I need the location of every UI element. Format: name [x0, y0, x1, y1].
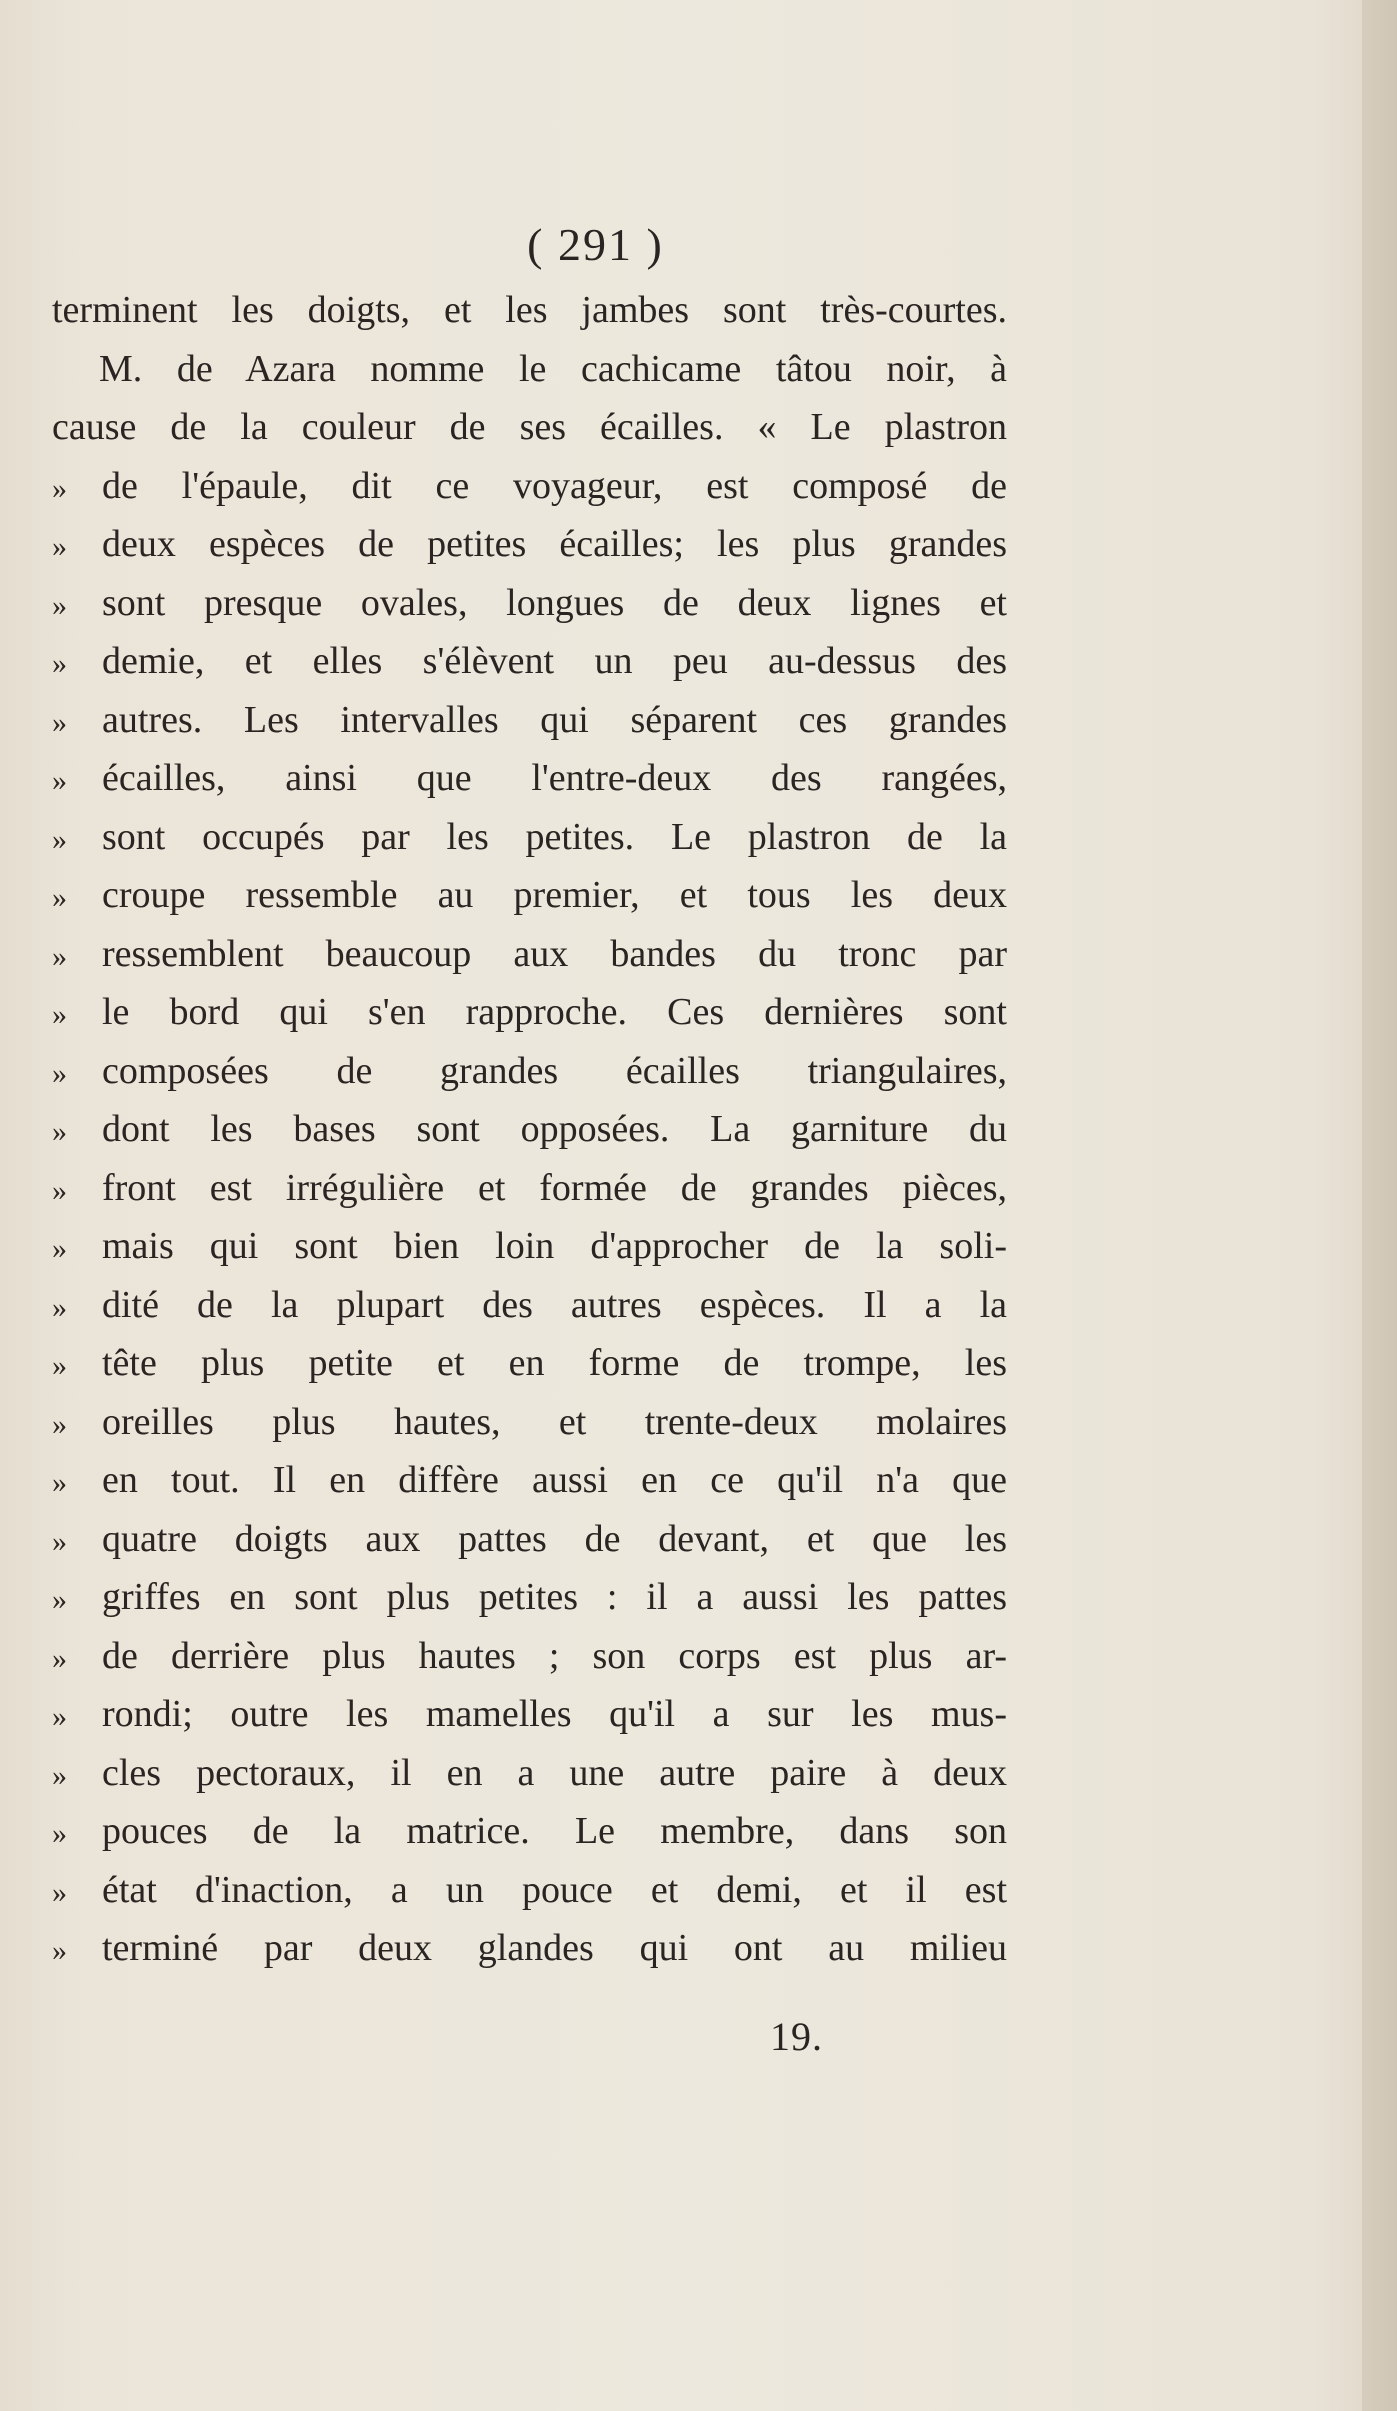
text-line — [52, 1568, 1007, 1627]
quote-mark: » — [52, 1875, 67, 1909]
quote-mark: » — [52, 1115, 67, 1148]
line-text: de derrière plus hautes ; son corps est plus ar- — [102, 1634, 1007, 1677]
quote-mark: » — [52, 1056, 67, 1090]
quote-mark: » — [52, 1466, 67, 1499]
text-line — [52, 574, 1007, 633]
line-text: griffes en sont plus petites : il a aussi les pattes — [102, 1576, 1007, 1618]
line-text: le bord qui s'en rapproche. Ces dernières sont — [102, 991, 1007, 1033]
text-line — [52, 983, 1007, 1042]
line-text: M. de Azara nomme le cachicame tâtou noir, à — [99, 347, 1007, 390]
quote-mark: » — [52, 998, 67, 1031]
text-line — [52, 1334, 1007, 1393]
line-text: dité de la plupart des autres espèces. Il a la — [102, 1283, 1007, 1326]
quote-mark: » — [52, 1817, 67, 1850]
line-text: terminé par deux glandes qui ont au milieu — [102, 1927, 1007, 1969]
quote-mark: » — [52, 881, 67, 914]
quote-mark: » — [52, 530, 67, 563]
quote-mark: » — [52, 764, 67, 797]
text-line — [52, 1919, 1007, 1978]
text-line — [52, 1685, 1007, 1744]
line-text: front est irrégulière et formée de grandes pièces, — [102, 1166, 1007, 1209]
text-line — [52, 1451, 1007, 1510]
text-line — [52, 1627, 1007, 1686]
line-text: cles pectoraux, il en a une autre paire à deux — [102, 1751, 1007, 1794]
text-line — [52, 808, 1007, 867]
text-line — [52, 1042, 1007, 1101]
quote-mark: » — [52, 705, 67, 739]
quote-mark: » — [52, 1232, 67, 1265]
page-number-text: ( 291 ) — [527, 219, 664, 270]
line-text: croupe ressemble au premier, et tous les deux — [102, 874, 1007, 916]
text-line — [52, 1276, 1007, 1335]
line-text: état d'inaction, a un pouce et demi, et il est — [102, 1868, 1007, 1911]
text-line — [52, 749, 1007, 808]
quote-mark: » — [52, 1407, 67, 1441]
text-line — [52, 1802, 1007, 1861]
line-text: deux espèces de petites écailles; les plus grandes — [102, 523, 1007, 565]
quote-mark: » — [52, 1583, 67, 1616]
text-line — [52, 1393, 1007, 1452]
quote-mark: » — [52, 822, 67, 856]
line-text: de l'épaule, dit ce voyageur, est composé de — [102, 464, 1007, 507]
quote-mark: » — [52, 471, 67, 505]
text-line — [52, 398, 1007, 457]
quote-mark: » — [52, 1524, 67, 1558]
quote-mark: » — [52, 1934, 67, 1967]
text-line — [52, 691, 1007, 750]
line-text: cause de la couleur de ses écailles. « Le plastron — [52, 406, 1007, 448]
text-line — [52, 1861, 1007, 1920]
text-line — [52, 1744, 1007, 1803]
quote-mark: » — [52, 939, 67, 973]
quote-mark: » — [52, 647, 67, 680]
line-text: rondi; outre les mamelles qu'il a sur les mus- — [102, 1693, 1007, 1735]
quote-mark: » — [52, 1758, 67, 1792]
quote-mark: » — [52, 1700, 67, 1733]
text-line — [52, 632, 1007, 691]
quote-mark: » — [52, 588, 67, 622]
text-line — [52, 1217, 1007, 1276]
text-line — [52, 1100, 1007, 1159]
quote-mark: » — [52, 1641, 67, 1675]
text-line — [52, 1510, 1007, 1569]
text-line — [52, 866, 1007, 925]
text-line — [52, 515, 1007, 574]
line-text: sont occupés par les petites. Le plastron de la — [102, 815, 1007, 858]
line-text: oreilles plus hautes, et trente-deux molaires — [102, 1400, 1007, 1443]
line-text: sont presque ovales, longues de deux lignes et — [102, 581, 1007, 624]
line-text: demie, et elles s'élèvent un peu au-dessus des — [102, 640, 1007, 682]
text-line — [52, 457, 1007, 516]
quote-mark: » — [52, 1173, 67, 1207]
page-number-header — [0, 218, 1397, 271]
line-text: écailles, ainsi que l'entre-deux des rangées, — [102, 757, 1007, 799]
signature-mark: 19. — [770, 2014, 823, 2059]
line-text: tête plus petite et en forme de trompe, les — [102, 1342, 1007, 1384]
line-text: terminent les doigts, et les jambes sont très-courtes. — [52, 289, 1007, 331]
text-line — [52, 925, 1007, 984]
line-text: quatre doigts aux pattes de devant, et que les — [102, 1517, 1007, 1560]
line-text: dont les bases sont opposées. La garniture du — [102, 1108, 1007, 1150]
line-text: ressemblent beaucoup aux bandes du tronc par — [102, 932, 1007, 975]
text-line — [52, 340, 1007, 399]
body-text — [52, 281, 1007, 1978]
text-line — [52, 281, 1007, 340]
quote-mark: » — [52, 1290, 67, 1324]
quote-mark: » — [52, 1349, 67, 1382]
page-edge-shadow — [1362, 0, 1397, 2411]
line-text: composées de grandes écailles triangulaires, — [102, 1049, 1007, 1092]
line-text: en tout. Il en diffère aussi en ce qu'il n'a que — [102, 1459, 1007, 1501]
line-text: mais qui sont bien loin d'approcher de la soli- — [102, 1225, 1007, 1267]
line-text: autres. Les intervalles qui séparent ces grandes — [102, 698, 1007, 741]
line-text: pouces de la matrice. Le membre, dans son — [102, 1810, 1007, 1852]
text-line — [52, 1159, 1007, 1218]
